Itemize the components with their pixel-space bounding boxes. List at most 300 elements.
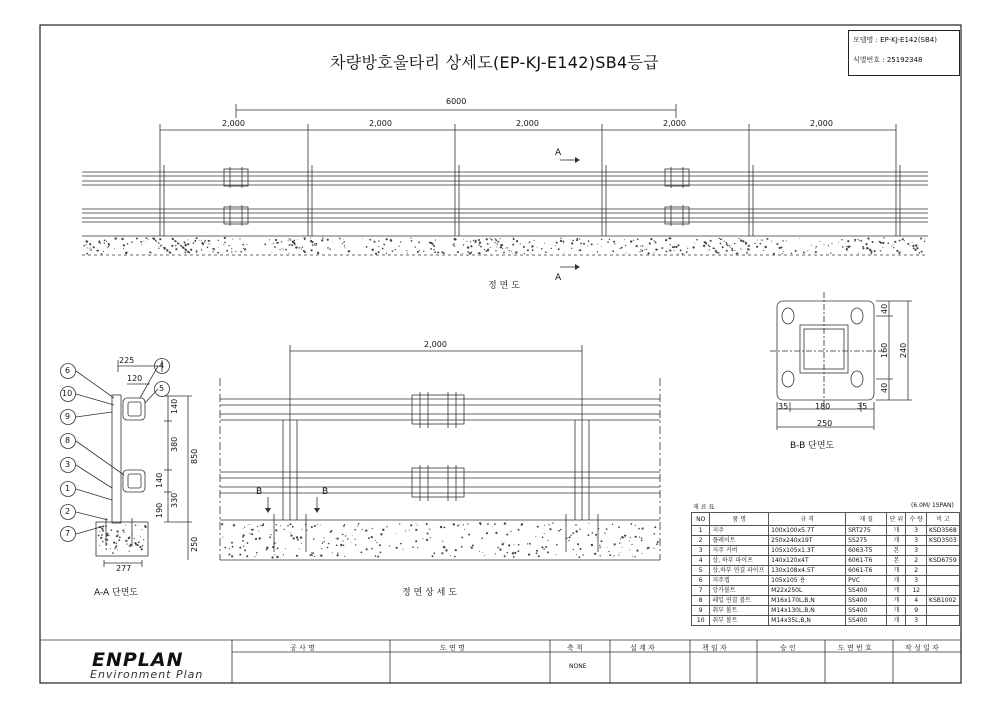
concrete-dot <box>497 244 498 245</box>
concrete-dot <box>118 534 119 535</box>
concrete-dot <box>218 247 219 248</box>
parts-table-cell: PVC <box>846 576 887 586</box>
concrete-dot <box>366 548 368 550</box>
concrete-dot <box>419 250 420 251</box>
parts-table-cell <box>927 576 960 586</box>
concrete-dot <box>502 248 503 249</box>
concrete-dot <box>629 549 630 550</box>
concrete-dot <box>630 523 632 525</box>
concrete-dot <box>543 548 545 550</box>
concrete-dot <box>169 252 171 254</box>
concrete-dot <box>871 253 872 254</box>
concrete-dot <box>289 244 291 246</box>
concrete-dot <box>520 243 521 244</box>
concrete-dot <box>403 549 404 550</box>
callout-5: 5 <box>159 384 165 393</box>
concrete-dot <box>100 243 101 244</box>
concrete-dot <box>872 241 874 243</box>
concrete-dot <box>648 252 650 254</box>
concrete-dot <box>541 546 543 548</box>
concrete-dot <box>188 239 189 240</box>
parts-table-cell: 6 <box>692 576 710 586</box>
concrete-dot <box>275 554 276 555</box>
concrete-dot <box>125 525 126 526</box>
concrete-dot <box>418 241 420 243</box>
parts-table-cell: 취부 볼트 <box>710 606 769 616</box>
parts-table-cell: 플레이트 <box>710 536 769 546</box>
concrete-dot <box>544 525 545 526</box>
concrete-dot <box>466 241 467 242</box>
concrete-dot <box>321 548 322 549</box>
concrete-dot <box>727 245 729 247</box>
concrete-dot <box>880 250 881 251</box>
concrete-dot <box>468 534 470 536</box>
concrete-dot <box>888 242 890 244</box>
dim-140-bottom: 140 <box>155 472 164 488</box>
concrete-dot <box>100 531 101 532</box>
concrete-dot <box>322 542 324 544</box>
concrete-dot <box>882 247 883 248</box>
concrete-dot <box>830 253 831 254</box>
concrete-dot <box>532 249 534 251</box>
concrete-dot <box>371 548 373 550</box>
concrete-dot <box>374 241 376 243</box>
concrete-dot <box>251 533 253 535</box>
parts-table-cell: SS400 <box>846 586 887 596</box>
concrete-dot <box>351 542 352 543</box>
concrete-dot <box>433 552 435 554</box>
concrete-dot <box>164 249 165 250</box>
concrete-dot <box>409 530 410 531</box>
concrete-dot <box>492 527 493 528</box>
concrete-dot <box>653 252 654 253</box>
concrete-dot <box>204 240 205 241</box>
concrete-dot <box>740 239 741 240</box>
concrete-dot <box>601 239 602 240</box>
concrete-dot <box>208 240 210 242</box>
parts-table-cell: 10 <box>692 616 710 626</box>
tb-scale-value: NONE <box>569 663 587 670</box>
concrete-dot <box>434 249 435 250</box>
concrete-dot <box>479 551 480 552</box>
concrete-dot <box>529 543 531 545</box>
concrete-dot <box>231 542 233 544</box>
concrete-dot <box>336 544 338 546</box>
concrete-dot <box>902 238 904 240</box>
concrete-dot <box>156 241 157 242</box>
concrete-dot <box>320 525 321 526</box>
concrete-dot <box>484 555 485 556</box>
concrete-dot <box>185 244 187 246</box>
concrete-dot <box>444 547 446 549</box>
concrete-dot <box>440 526 442 528</box>
concrete-dot <box>503 542 504 543</box>
concrete-dot <box>108 246 109 247</box>
concrete-dot <box>233 524 235 526</box>
concrete-dot <box>224 547 226 549</box>
concrete-dot <box>427 533 429 535</box>
concrete-dot <box>457 251 459 253</box>
concrete-dot <box>595 534 597 536</box>
concrete-dot <box>313 538 315 540</box>
concrete-dot <box>386 526 387 527</box>
tb-manager-header: 책 임 자 <box>702 644 727 652</box>
parts-table-cell: 개 <box>887 566 906 576</box>
concrete-dot <box>257 526 258 527</box>
concrete-dot <box>331 530 333 532</box>
concrete-dot <box>239 238 240 239</box>
concrete-dot <box>135 525 136 526</box>
concrete-dot <box>463 524 464 525</box>
concrete-dot <box>143 539 144 540</box>
concrete-dot <box>288 240 289 241</box>
parts-table-cell: 개 <box>887 536 906 546</box>
concrete-dot <box>545 546 547 548</box>
parts-table-cell: 레일 연결 볼트 <box>710 596 769 606</box>
concrete-dot <box>231 555 233 557</box>
concrete-dot <box>375 253 377 255</box>
concrete-dot <box>344 247 345 248</box>
concrete-dot <box>290 532 291 533</box>
concrete-dot <box>464 529 465 530</box>
concrete-dot <box>508 544 510 546</box>
dim-250-bb: 250 <box>817 419 833 428</box>
dim-140-top: 140 <box>170 398 179 414</box>
concrete-dot <box>159 243 160 244</box>
concrete-dot <box>571 248 572 249</box>
concrete-dot <box>841 239 842 240</box>
parts-table-cell: 105x105x1.3T <box>769 546 846 556</box>
concrete-dot <box>343 239 344 240</box>
concrete-dot <box>847 250 848 251</box>
concrete-dot <box>783 251 784 252</box>
parts-table-row <box>692 606 960 616</box>
concrete-dot <box>642 527 644 529</box>
concrete-dot <box>588 534 590 536</box>
parts-table-cell: 3 <box>906 616 927 626</box>
concrete-dot <box>730 247 731 248</box>
concrete-dot <box>490 238 491 239</box>
concrete-dot <box>491 239 493 241</box>
concrete-dot <box>415 246 416 247</box>
concrete-dot <box>395 533 396 534</box>
company-logo: ENPLAN <box>92 649 184 671</box>
concrete-dot <box>453 523 455 525</box>
parts-table-cell: 7 <box>692 586 710 596</box>
concrete-dot <box>516 240 518 242</box>
concrete-dot <box>866 247 868 249</box>
concrete-dot <box>606 528 608 530</box>
concrete-dot <box>124 532 125 533</box>
concrete-dot <box>312 552 314 554</box>
concrete-dot <box>365 530 367 532</box>
concrete-dot <box>487 243 489 245</box>
concrete-dot <box>222 537 223 538</box>
concrete-dot <box>655 249 657 251</box>
concrete-dot <box>272 556 274 558</box>
dim-277: 277 <box>116 564 132 573</box>
concrete-dot <box>573 549 574 550</box>
span-dim-2: 2,000 <box>369 119 392 128</box>
concrete-dot <box>734 243 735 244</box>
concrete-dot <box>497 241 499 243</box>
concrete-dot <box>375 555 377 557</box>
concrete-dot <box>123 248 124 249</box>
concrete-dot <box>348 250 350 252</box>
concrete-dot <box>108 243 110 245</box>
concrete-dot <box>654 526 656 528</box>
concrete-dot <box>101 253 102 254</box>
concrete-dot <box>272 252 273 253</box>
dim-240: 240 <box>899 342 908 358</box>
parts-table-cell <box>927 586 960 596</box>
concrete-dot <box>614 543 616 545</box>
concrete-dot <box>273 542 275 544</box>
concrete-dot <box>640 249 641 250</box>
concrete-dot <box>673 246 675 248</box>
callout-4: 4 <box>159 361 165 370</box>
concrete-dot <box>255 556 256 557</box>
concrete-dot <box>260 525 261 526</box>
concrete-dot <box>235 251 236 252</box>
concrete-dot <box>232 546 234 548</box>
concrete-dot <box>510 531 511 532</box>
concrete-dot <box>514 544 515 545</box>
concrete-dot <box>429 529 430 530</box>
concrete-dot <box>655 241 657 243</box>
parts-table <box>691 512 960 626</box>
parts-table-cell: M14x35L,B,N <box>769 616 846 626</box>
concrete-dot <box>302 247 303 248</box>
concrete-dot <box>273 243 274 244</box>
concrete-dot <box>601 246 602 247</box>
parts-table-cell: M22x250L <box>769 586 846 596</box>
section-bb-caption: B-B 단면도 <box>790 441 835 451</box>
concrete-dot <box>537 526 539 528</box>
concrete-dot <box>828 245 829 246</box>
parts-table-cell: 2 <box>692 536 710 546</box>
concrete-dot <box>686 251 688 253</box>
concrete-dot <box>131 241 133 243</box>
parts-table-cell: 앙카볼트 <box>710 586 769 596</box>
parts-table-cell: 상, 하부 파이프 <box>710 556 769 566</box>
concrete-dot <box>495 532 497 534</box>
concrete-dot <box>863 248 865 250</box>
concrete-dot <box>190 249 192 251</box>
concrete-dot <box>151 252 152 253</box>
concrete-dot <box>255 538 257 540</box>
concrete-dot <box>710 240 712 242</box>
concrete-dot <box>459 524 460 525</box>
concrete-dot <box>317 252 319 254</box>
concrete-dot <box>480 524 481 525</box>
detail-span-dim: 2,000 <box>424 340 447 349</box>
concrete-dot <box>131 534 132 535</box>
parts-table-cell: 6061-T6 <box>846 566 887 576</box>
concrete-dot <box>542 536 544 538</box>
concrete-dot <box>915 244 917 246</box>
concrete-dot <box>160 245 161 246</box>
concrete-dot <box>899 252 900 253</box>
concrete-dot <box>218 240 219 241</box>
concrete-dot <box>642 553 643 554</box>
concrete-dot <box>528 554 530 556</box>
concrete-dot <box>600 555 601 556</box>
concrete-dot <box>184 242 185 243</box>
concrete-dot <box>470 245 472 247</box>
concrete-dot <box>343 545 345 547</box>
concrete-dot <box>389 545 390 546</box>
parts-table-cell: 250x240x19T <box>769 536 846 546</box>
dim-225: 225 <box>119 356 135 365</box>
concrete-dot <box>442 541 443 542</box>
concrete-dot <box>118 539 120 541</box>
concrete-dot <box>914 249 916 251</box>
concrete-dot <box>264 243 266 245</box>
concrete-dot <box>726 250 728 252</box>
concrete-dot <box>345 535 346 536</box>
concrete-dot <box>893 247 894 248</box>
dim-160: 160 <box>880 342 889 358</box>
concrete-dot <box>588 245 589 246</box>
concrete-dot <box>101 534 103 536</box>
concrete-dot <box>558 248 560 250</box>
concrete-dot <box>392 251 394 253</box>
concrete-dot <box>846 246 847 247</box>
concrete-dot <box>560 238 561 239</box>
parts-table-row <box>692 596 960 606</box>
concrete-dot <box>747 253 748 254</box>
concrete-dot <box>883 237 884 238</box>
concrete-dot <box>838 242 839 243</box>
concrete-dot <box>705 242 707 244</box>
concrete-dot <box>583 243 585 245</box>
concrete-dot <box>128 537 130 539</box>
concrete-dot <box>127 243 129 245</box>
concrete-dot <box>125 252 127 254</box>
concrete-dot <box>507 552 509 554</box>
concrete-dot <box>453 245 454 246</box>
concrete-dot <box>880 242 882 244</box>
section-aa-linework <box>61 359 193 568</box>
concrete-dot <box>134 538 135 539</box>
concrete-dot <box>613 555 614 556</box>
concrete-dot <box>289 523 291 525</box>
concrete-dot <box>281 241 282 242</box>
concrete-dot <box>399 246 400 247</box>
parts-table-cell <box>927 606 960 616</box>
concrete-dot <box>324 541 325 542</box>
concrete-dot <box>337 553 338 554</box>
parts-table-cell: 본 <box>887 546 906 556</box>
concrete-dot <box>513 556 515 558</box>
parts-table-cell: 개 <box>887 586 906 596</box>
concrete-dot <box>740 249 741 250</box>
concrete-dot <box>639 251 640 252</box>
concrete-dot <box>430 248 432 250</box>
concrete-dot <box>563 242 564 243</box>
parts-table-row <box>692 586 960 596</box>
tb-drawing-name-header: 도 면 명 <box>440 644 465 652</box>
concrete-dot <box>243 244 245 246</box>
concrete-dot <box>272 244 273 245</box>
concrete-dot <box>239 547 241 549</box>
concrete-dot <box>630 537 631 538</box>
concrete-dot <box>569 536 571 538</box>
concrete-dot <box>249 524 250 525</box>
concrete-dot <box>415 529 417 531</box>
concrete-dot <box>310 554 312 556</box>
parts-table-cell: KSD6759 <box>927 556 960 566</box>
concrete-dot <box>687 248 688 249</box>
concrete-dot <box>297 539 299 541</box>
concrete-dot <box>882 242 884 244</box>
concrete-dot <box>337 538 339 540</box>
parts-table-cell: 본 <box>887 556 906 566</box>
concrete-dot <box>747 248 749 250</box>
concrete-dot <box>620 552 621 553</box>
concrete-dot <box>411 240 413 242</box>
span-dim-1: 2,000 <box>222 119 245 128</box>
concrete-dot <box>479 242 481 244</box>
concrete-dot <box>653 240 654 241</box>
concrete-dot <box>579 529 580 530</box>
concrete-dot <box>552 522 553 523</box>
concrete-dot <box>892 245 893 246</box>
concrete-dot <box>524 247 525 248</box>
concrete-dot <box>322 237 324 239</box>
concrete-dot <box>591 243 593 245</box>
concrete-dot <box>317 524 318 525</box>
parts-table-cell: 9 <box>906 606 927 616</box>
concrete-dot <box>116 545 117 546</box>
concrete-dot <box>106 534 108 536</box>
concrete-dot <box>272 546 274 548</box>
parts-table-cell: 개 <box>887 606 906 616</box>
concrete-dot <box>311 552 312 553</box>
concrete-dot <box>536 247 537 248</box>
concrete-dot <box>327 239 329 241</box>
concrete-dot <box>399 523 400 524</box>
concrete-dot <box>867 237 869 239</box>
concrete-dot <box>544 243 545 244</box>
concrete-dot <box>164 247 166 249</box>
parts-table-cell: 취부 볼트 <box>710 616 769 626</box>
parts-table-cell: 지주 커버 <box>710 546 769 556</box>
dim-180: 180 <box>815 402 831 411</box>
concrete-dot <box>729 245 730 246</box>
concrete-dot <box>300 536 302 538</box>
parts-table-cell: 2 <box>906 566 927 576</box>
concrete-dot <box>920 238 922 240</box>
section-mark-b-left: B <box>256 487 263 497</box>
concrete-dot <box>904 240 905 241</box>
concrete-dot <box>811 245 812 246</box>
concrete-dot <box>786 240 787 241</box>
concrete-dot <box>269 536 271 538</box>
concrete-dot <box>115 546 117 548</box>
concrete-dot <box>635 536 637 538</box>
concrete-dot <box>471 547 473 549</box>
concrete-dot <box>478 239 480 241</box>
concrete-dot <box>512 244 514 246</box>
parts-table-row <box>692 566 960 576</box>
concrete-dot <box>746 252 748 254</box>
concrete-dot <box>481 538 483 540</box>
concrete-dot <box>487 523 489 525</box>
concrete-dot <box>511 251 512 252</box>
concrete-dot <box>795 250 797 252</box>
